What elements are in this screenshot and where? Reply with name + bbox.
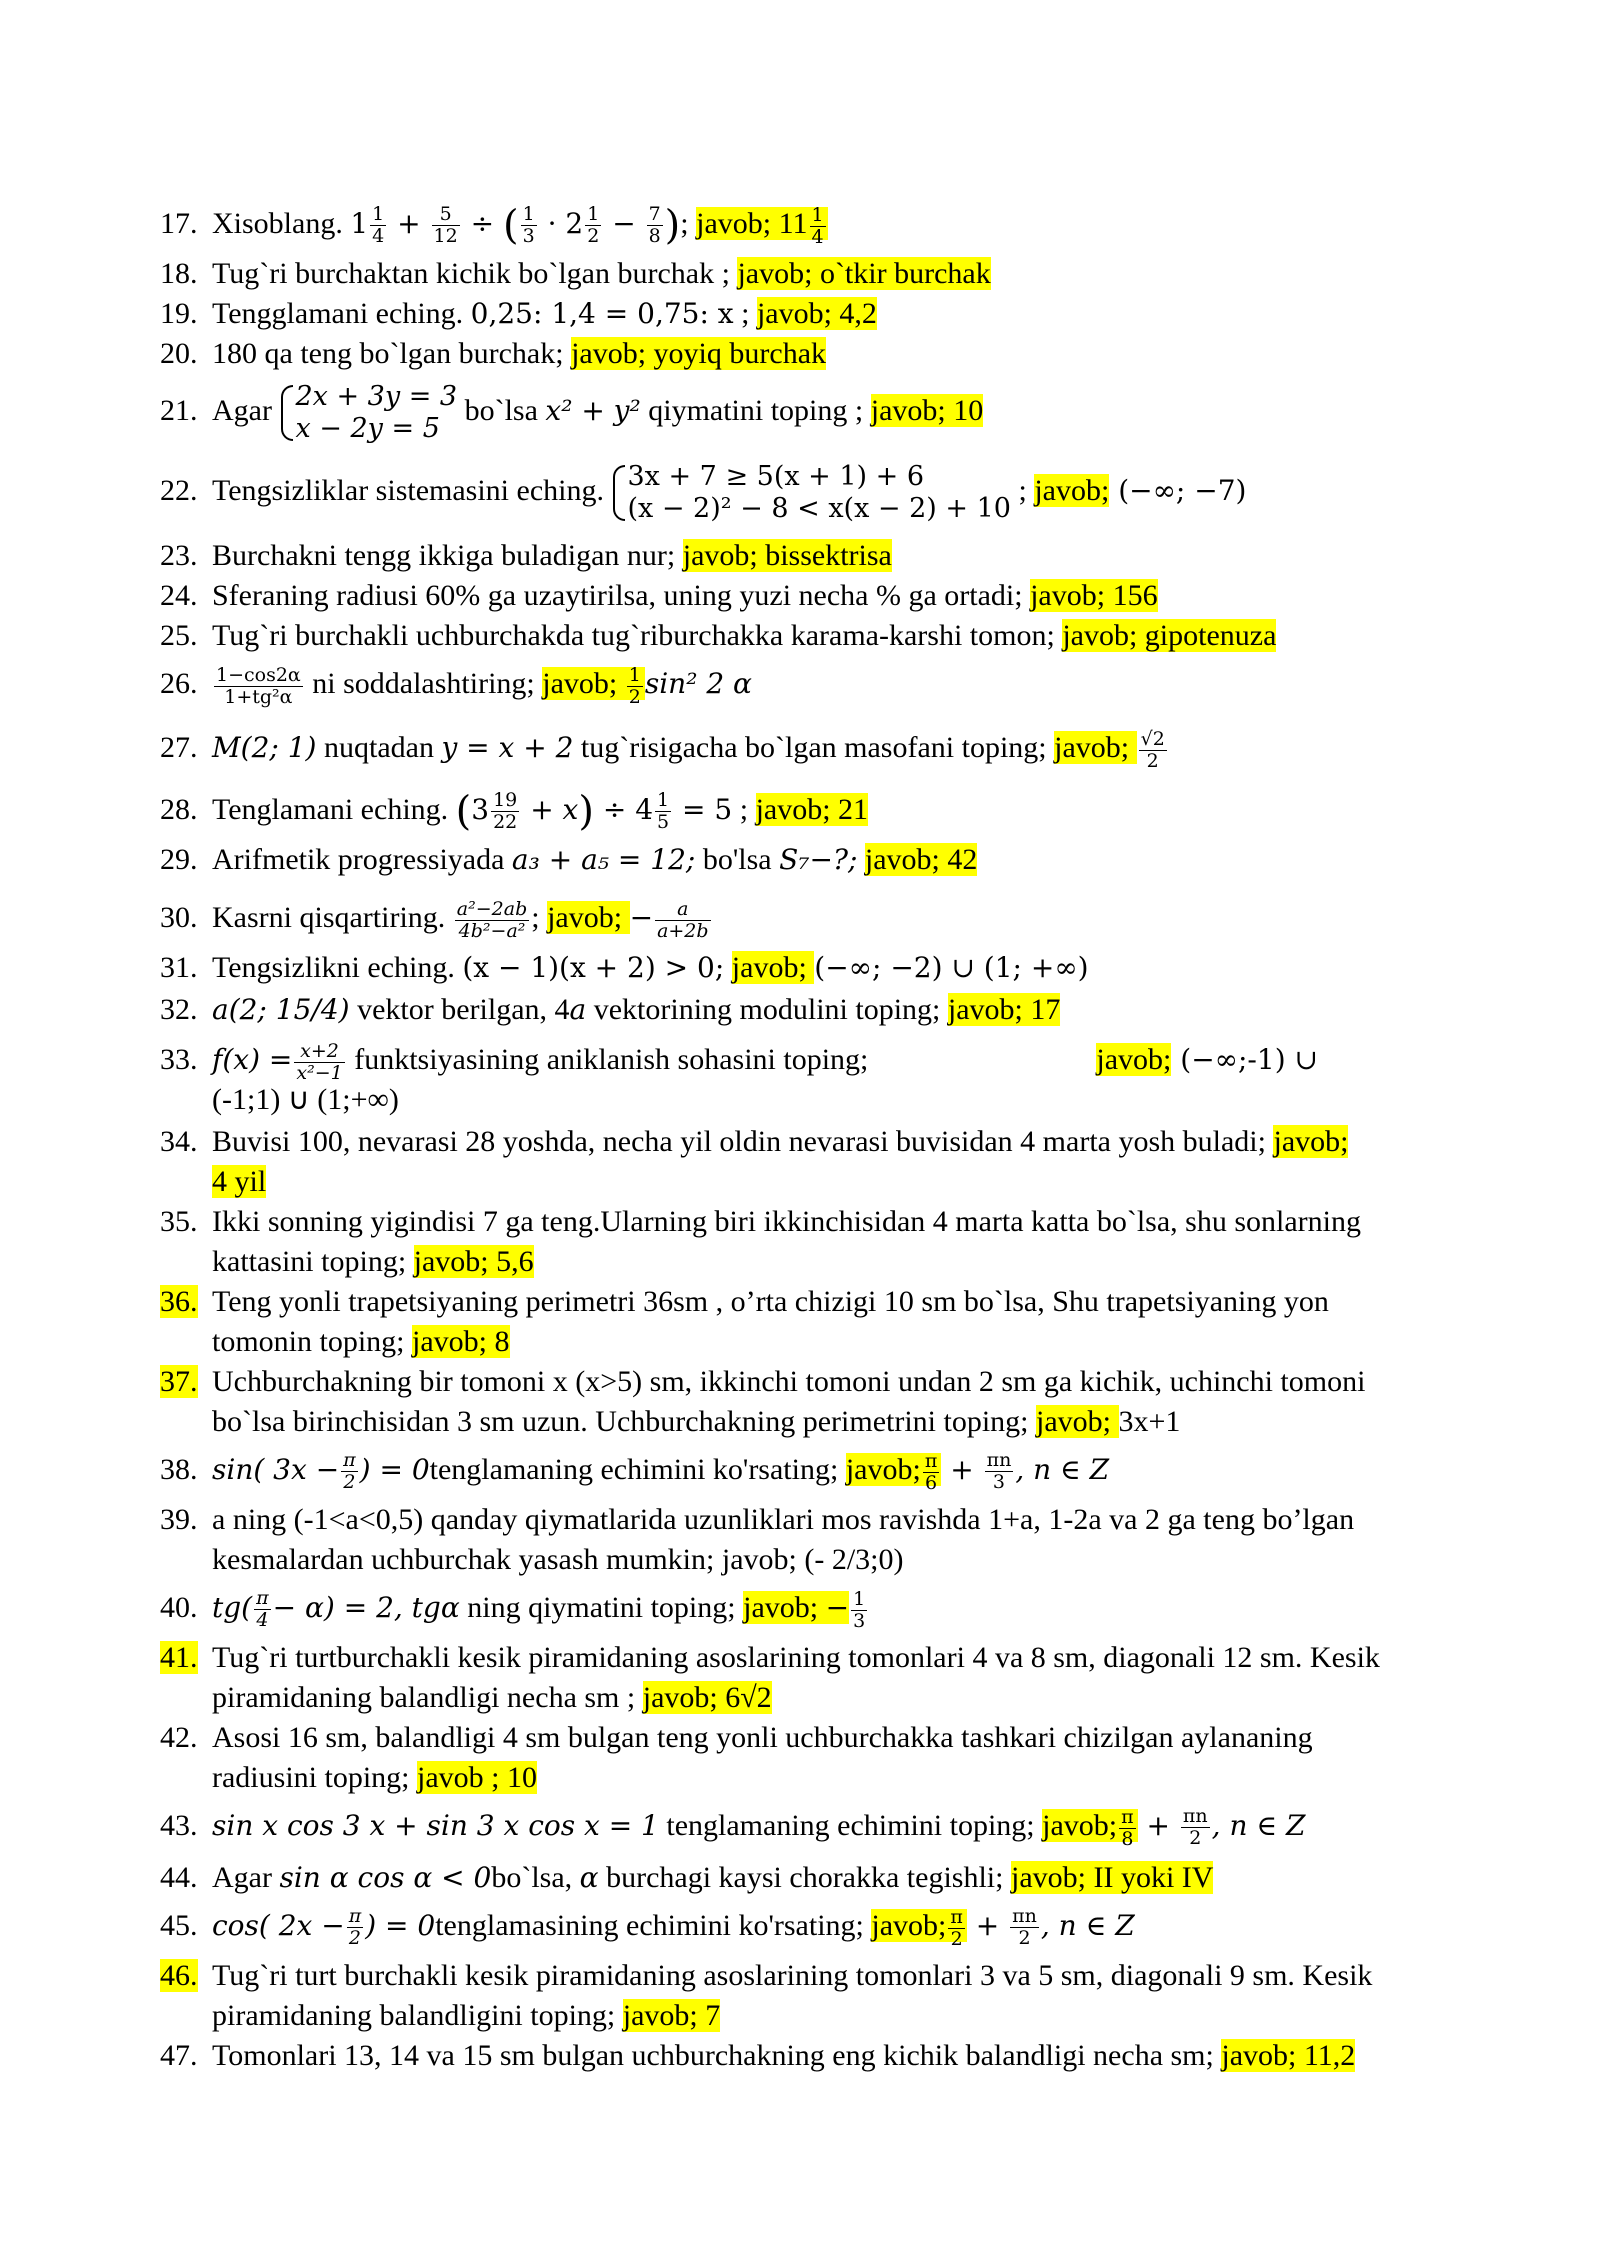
answer-highlight: javob ; 10 [417, 1761, 537, 1794]
question-40 [160, 1582, 1490, 1634]
question-text: Ikki sonning yigindisi 7 ga teng.Ularning biri ikkinchisidan 4 marta katta bo`lsa, shu sonlarning [212, 1205, 1361, 1238]
answer-highlight: javob; 8 [412, 1325, 510, 1358]
question-text: tenglamaning echimini toping; [658, 1809, 1043, 1842]
question-number: 28. [160, 793, 198, 826]
question-text: Tug`ri turtburchakli kesik piramidaning asoslarining tomonlari 4 va 8 sm, diagonali 12 sm. Kesik [212, 1641, 1380, 1674]
question-34-continuation [160, 1162, 1542, 1202]
answer-value: − [629, 901, 654, 934]
equation-system: 2x + 3y = 3 x − 2y = 5 [279, 381, 457, 445]
question-number: 41. [160, 1641, 198, 1674]
answer-highlight: javob; gipotenuza [1062, 619, 1277, 652]
formula: 1 $\frac{1}{4}$ + $\frac{5}{12}$ ÷ ( $\frac{1}{3}$ · 2 $\frac{1}{2}$ − $\frac{7}{8}$ ) [350, 202, 681, 249]
question-33-continuation [160, 1080, 1542, 1120]
question-39 [160, 1500, 1490, 1540]
formula: 0,25: 1,4 = 0,75: x [470, 297, 734, 330]
question-text: kesmalardan uchburchak yasash mumkin; javob; (- 2/3;0) [212, 1543, 904, 1576]
question-text: Agar [212, 1861, 280, 1894]
question-37-continuation [160, 1402, 1542, 1442]
question-number: 33. [160, 1043, 198, 1076]
answer-highlight: javob; $\frac{\pi}{8}$ [1042, 1809, 1138, 1842]
question-25 [160, 616, 1490, 656]
question-text [857, 843, 865, 876]
question-number: 23. [160, 539, 198, 572]
formula: (3 $\frac{19}{22}$ + x) ÷ 4 $\frac{1}{5}$ = 5 [455, 788, 733, 835]
question-31 [160, 948, 1490, 988]
answer-highlight: javob; bissektrisa [682, 539, 892, 572]
question-42-continuation [160, 1758, 1542, 1798]
question-text: Tenglamani eching. [212, 793, 456, 826]
question-text: tenglamaning echimini ko'rsating; [429, 1453, 846, 1486]
question-17 [160, 204, 1490, 248]
question-23 [160, 536, 1490, 576]
question-number: 34. [160, 1125, 198, 1158]
question-text: tug`risigacha bo`lgan masofani toping; [573, 731, 1055, 764]
question-24 [160, 576, 1490, 616]
formula: sin α cos α < 0 [279, 1861, 492, 1894]
question-text: bo`lsa, [491, 1861, 580, 1894]
question-number: 17. [160, 207, 198, 240]
question-text: Tomonlari 13, 14 va 15 sm bulgan uchburchakning eng kichik balandligi necha sm; [212, 2039, 1222, 2072]
question-text: Uchburchakning bir tomoni x (x>5) sm, ikkinchi tomoni undan 2 sm ga kichik, uchinchi tomoni [212, 1365, 1366, 1398]
answer-value: $\frac{√2}{2}$ [1140, 727, 1165, 772]
question-text: Asosi 16 sm, balandligi 4 sm bulgan teng yonli uchburchakka tashkari chizilgan aylananing [212, 1721, 1313, 1754]
answer-highlight: 4 yil [212, 1165, 267, 1198]
answer-highlight: javob; yoyiq burchak [571, 337, 827, 370]
question-number: 42. [160, 1721, 198, 1754]
question-text: vektor berilgan, 4 [349, 993, 570, 1026]
question-text: Arifmetik progressiyada [212, 843, 512, 876]
question-text: Xisoblang. [212, 207, 351, 240]
answer-highlight: javob; 11 $\frac{1}{4}$ [696, 207, 827, 240]
answer-highlight: javob; 5,6 [413, 1245, 534, 1278]
formula: S₇−?; [779, 843, 858, 876]
answer-highlight: javob; II yoki IV [1010, 1861, 1214, 1894]
question-number: 26. [160, 667, 198, 700]
question-text: ni soddalashtiring; [304, 667, 543, 700]
question-number: 44. [160, 1861, 198, 1894]
answer-value: (−∞;-1) ∪ [1171, 1043, 1318, 1076]
question-number: 29. [160, 843, 198, 876]
question-35 [160, 1202, 1490, 1242]
question-number: 22. [160, 474, 198, 507]
question-number: 27. [160, 731, 198, 764]
question-36-continuation [160, 1322, 1542, 1362]
question-text [724, 951, 732, 984]
formula: M(2; 1) [212, 731, 317, 764]
formula: a₃ + a₅ = 12; [511, 843, 696, 876]
answer-highlight: javob; − [743, 1591, 850, 1624]
answer-highlight: javob; 42 [864, 843, 978, 876]
question-28 [160, 784, 1490, 838]
question-text: Burchakni tengg ikkiga buladigan nur; [212, 539, 683, 572]
question-27 [160, 722, 1490, 774]
question-text: Tengglamani eching. [212, 297, 471, 330]
question-text: bo'lsa [695, 843, 780, 876]
answer-fraction: $\frac{a}{a+2b}$ [657, 897, 709, 942]
answer-value: (−∞; −7) [1109, 474, 1247, 507]
question-text: ; [680, 207, 697, 240]
question-text: vektorining modulini toping; [586, 993, 948, 1026]
question-32 [160, 990, 1490, 1030]
answer-highlight: javob; 6√2 [642, 1681, 772, 1714]
formula: f(x) = [212, 1043, 293, 1076]
question-number: 35. [160, 1205, 198, 1238]
question-number: 39. [160, 1503, 198, 1536]
question-text: nuqtadan [316, 731, 442, 764]
formula: α [579, 1861, 599, 1894]
answer-value: + $\frac{\pi n}{3}$ , n ∈ Z [941, 1449, 1110, 1493]
question-26 [160, 658, 1490, 710]
question-text: Tengsizliklar sistemasini eching. [212, 474, 612, 507]
question-text: radiusini toping; [212, 1761, 417, 1794]
question-text: Kasrni qisqartiring. [212, 901, 453, 934]
answer-highlight: javob; 156 [1030, 579, 1158, 612]
question-number: 30. [160, 901, 198, 934]
question-number: 24. [160, 579, 198, 612]
answer-highlight: javob; o`tkir burchak [737, 257, 991, 290]
answer-highlight: javob; [1036, 1405, 1119, 1438]
question-37 [160, 1362, 1490, 1402]
question-number: 18. [160, 257, 198, 290]
question-text: ; [1010, 474, 1035, 507]
question-number: 43. [160, 1809, 198, 1842]
question-text: ; [732, 793, 756, 826]
question-number: 40. [160, 1591, 198, 1624]
answer-highlight: javob; 21 [755, 793, 869, 826]
question-38 [160, 1444, 1490, 1496]
question-34 [160, 1122, 1490, 1162]
answer-highlight: javob; [1096, 1043, 1172, 1076]
answer-highlight: javob; [731, 951, 815, 984]
question-number: 32. [160, 993, 198, 1026]
question-42 [160, 1718, 1490, 1758]
answer-highlight: javob; [1054, 731, 1137, 764]
question-number: 31. [160, 951, 198, 984]
question-text: piramidaning balandligi necha sm ; [212, 1681, 643, 1714]
answer-highlight: javob; [1034, 474, 1110, 507]
answer-value: (−∞; −2) ∪ (1; +∞) [814, 951, 1089, 984]
question-number: 46. [160, 1959, 198, 1992]
question-text: piramidaning balandligini toping; [212, 1999, 623, 2032]
question-number: 25. [160, 619, 198, 652]
question-number: 36. [160, 1285, 198, 1318]
formula: sin x cos 3 x + sin 3 x cos x = 1 [212, 1809, 659, 1842]
question-35-continuation [160, 1242, 1542, 1282]
answer-highlight: javob; 11,2 [1221, 2039, 1356, 2072]
question-46 [160, 1956, 1490, 1996]
question-44 [160, 1858, 1490, 1898]
question-text: burchagi kaysi chorakka tegishli; [598, 1861, 1011, 1894]
answer-highlight: javob; 7 [622, 1999, 721, 2032]
question-20 [160, 334, 1490, 374]
question-text: ; [733, 297, 757, 330]
question-number: 21. [160, 394, 198, 427]
formula: (x − 1)(x + 2) > 0; [462, 951, 725, 984]
question-number: 38. [160, 1453, 198, 1486]
question-text: Tug`ri burchaktan kichik bo`lgan burchak ; [212, 257, 738, 290]
answer-highlight: javob; $\frac{1}{2}$ [542, 667, 645, 700]
formula-fraction: $\frac{1-\cos 2\alpha}{\text{1+tg²α}}$ [216, 663, 301, 708]
answer-value: + $\frac{\pi n}{2}$ , n ∈ Z [1137, 1805, 1306, 1849]
answer-highlight: javob; [547, 901, 630, 934]
question-36 [160, 1282, 1490, 1322]
formula-fraction: $\frac{x+2}{\text{x²−1}}$ [296, 1039, 343, 1084]
question-text: a ning (-1<a<0,5) qanday qiymatlarida uzunliklari mos ravishda 1+a, 1-2a va 2 ga teng bo’lgan [212, 1503, 1355, 1536]
answer-highlight: javob; 17 [947, 993, 1061, 1026]
answer-highlight: javob; [1273, 1125, 1349, 1158]
question-number: 37. [160, 1365, 198, 1398]
answer-value: sin² 2 α [644, 667, 752, 700]
formula: tg( $\frac{\pi}{4}$ − α) = 2, tgα [212, 1587, 460, 1631]
question-text: kattasini toping; [212, 1245, 414, 1278]
answer-highlight: javob; $\frac{\pi}{2}$ [871, 1909, 967, 1942]
question-33 [160, 1034, 1490, 1086]
answer-value: 3x+1 [1118, 1405, 1181, 1438]
inequality-system: 3x + 7 ≥ 5(x + 1) + 6 (x − 2)² − 8 < x(x − 2) + 10 [611, 461, 1010, 525]
question-text: bo`lsa birinchisidan 3 sm uzun. Uchburchakning perimetrini toping; [212, 1405, 1037, 1438]
formula: cos( 2x − $\frac{\pi}{2}$ ) = 0 [212, 1905, 436, 1949]
question-39-continuation [160, 1540, 1542, 1580]
formula: a(2; 15/4) [212, 993, 350, 1026]
question-30 [160, 892, 1490, 944]
formula: a [569, 993, 587, 1026]
question-text: funktsiyasining aniklanish sohasini toping; [346, 1043, 869, 1076]
question-text: qiymatini toping ; [640, 394, 871, 427]
question-number: 20. [160, 337, 198, 370]
answer-highlight: javob; 4,2 [756, 297, 877, 330]
question-text: Tug`ri burchakli uchburchakda tug`riburchakka karama-karshi tomon; [212, 619, 1063, 652]
question-text: Sferaning radiusi 60% ga uzaytirilsa, uning yuzi necha % ga ortadi; [212, 579, 1031, 612]
question-text: Tengsizlikni eching. [212, 951, 463, 984]
formula: sin( 3x − $\frac{\pi}{2}$ ) = 0 [212, 1449, 430, 1493]
question-text: tenglamasining echimini ko'rsating; [435, 1909, 872, 1942]
question-29 [160, 840, 1490, 880]
question-text: 180 qa teng bo`lgan burchak; [212, 337, 572, 370]
answer-highlight: javob; $\frac{\pi}{6}$ [846, 1453, 942, 1486]
question-21 [160, 376, 1490, 446]
question-text: Teng yonli trapetsiyaning perimetri 36sm , o’rta chizigi 10 sm bo`lsa, Shu trapetsiyaning yon [212, 1285, 1329, 1318]
formula-fraction: $\frac{\text{a²−2ab}}{\text{4b²−a²}}$ [456, 897, 528, 942]
answer-highlight: javob; 10 [870, 394, 984, 427]
question-text: Tug`ri turt burchakli kesik piramidaning asoslarining tomonlari 3 va 5 sm, diagonali 9 sm. Kesik [212, 1959, 1373, 1992]
answer-value: + $\frac{\pi n}{2}$ , n ∈ Z [966, 1905, 1135, 1949]
question-46-continuation [160, 1996, 1542, 2036]
question-number: 45. [160, 1909, 198, 1942]
question-41 [160, 1638, 1490, 1678]
question-text: tomonin toping; [212, 1325, 413, 1358]
question-text: bo`lsa [457, 394, 546, 427]
question-43 [160, 1800, 1490, 1852]
question-text: ; [531, 901, 548, 934]
question-22 [160, 456, 1490, 526]
answer-fraction: $\frac{1}{3}$ [853, 1587, 866, 1632]
question-41-continuation [160, 1678, 1542, 1718]
question-text: ning qiymatini toping; [459, 1591, 744, 1624]
question-18 [160, 254, 1490, 294]
question-text: Buvisi 100, nevarasi 28 yoshda, necha yil oldin nevarasi buvisidan 4 marta yosh buladi; [212, 1125, 1274, 1158]
question-text: Agar [212, 394, 280, 427]
question-47 [160, 2036, 1490, 2076]
formula: x² + y² [545, 394, 641, 427]
question-19 [160, 294, 1490, 334]
question-number: 47. [160, 2039, 198, 2072]
formula: y = x + 2 [441, 731, 574, 764]
question-45 [160, 1900, 1490, 1952]
question-number: 19. [160, 297, 198, 330]
answer-value: (-1;1) ∪ (1;+∞) [212, 1083, 399, 1116]
